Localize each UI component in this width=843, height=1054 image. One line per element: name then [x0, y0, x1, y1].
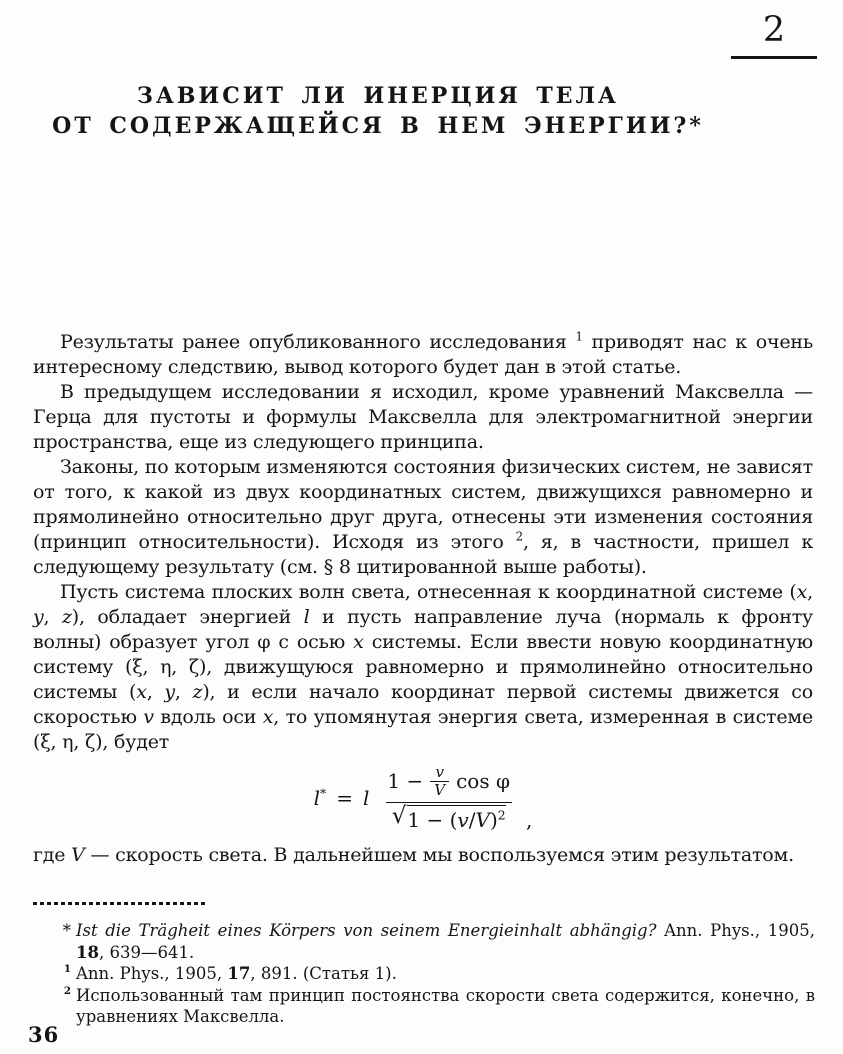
eq-root-expression: $1 - (v/V)^2$: [407, 805, 505, 833]
footnote-2-marker: 2: [63, 984, 71, 997]
footnote-star: [57, 920, 815, 963]
article-title: [33, 81, 723, 141]
page-number: 36: [28, 1022, 60, 1047]
paragraph-3: Законы, по которым изменяются состояния физических систем, не зависят от того, к какой из двух координатных систем, движущихся равномерно и прямолинейно относительно друг друга, отнесены эти изменения состояния (принцип относительности). Исходя из этого $^2$, я, в частности, пришел к следующему результату (см. § 8 цитированной выше работы).: [33, 456, 814, 578]
equation: [33, 764, 813, 833]
eq-coefficient: l: [363, 786, 370, 810]
eq-inner-denominator: [430, 781, 449, 799]
article-body: [33, 330, 813, 868]
eq-lhs-star: *: [320, 785, 327, 801]
eq-lhs-symbol: l: [313, 786, 321, 810]
eq-equals-sign: =: [336, 786, 354, 810]
radical-sign: √: [391, 803, 407, 829]
eq-inner-fraction: [430, 764, 449, 799]
footnote-separator: [33, 902, 205, 905]
paragraph-2: В предыдущем исследовании я исходил, кроме уравнений Максвелла — Герца для пустоты и формулы Максвелла для электромагнитной энергии пространства, еще из следующего принципа.: [33, 381, 813, 453]
article-title-line2: ОТ СОДЕРЖАЩЕЙСЯ В НЕМ ЭНЕРГИИ?*: [52, 113, 704, 139]
eq-fraction: [377, 764, 520, 833]
footnote-star-marker: *: [62, 921, 71, 940]
eq-inner-numerator: [431, 764, 447, 781]
paragraph-1: Результаты ранее опубликованного исследования $^1$ приводят нас к очень интересному следствию, вывод которого будет дан в этой статье.: [33, 329, 813, 378]
eq-numerator-suffix: cos φ: [456, 769, 510, 793]
equation-content: [314, 764, 533, 833]
chapter-number-block: [731, 8, 817, 59]
paragraph-5: где V — скорость света. В дальнейшем мы воспользуемся этим результатом.: [33, 844, 794, 866]
footnote-1: [57, 963, 815, 985]
eq-denominator: [386, 802, 512, 833]
chapter-rule: [731, 56, 817, 59]
footnote-1-marker: 1: [63, 963, 71, 975]
eq-velocity-symbol: v: [435, 763, 444, 781]
eq-lightspeed-symbol: V: [434, 781, 446, 799]
footnote-1-text: Ann. Phys., 1905, 17, 891. (Статья 1).: [76, 964, 397, 983]
eq-numerator-prefix: 1 −: [387, 769, 424, 793]
eq-numerator: [377, 764, 520, 802]
footnote-2-text: Использованный там принцип постоянства скорости света содержится, конечно, в уравнениях Максвелла.: [76, 985, 815, 1026]
eq-lhs: [314, 786, 327, 811]
eq-comma: ,: [525, 808, 533, 832]
paragraph-4: Пусть система плоских волн света, отнесенная к координатной системе (x, y, z), обладает энергией l и пусть направление луча (нормаль к фронту волны) образует угол φ с осью x системы. Если ввести новую координатную систему (ξ, η, ζ), движущуюся равномерно и прямолинейно относительно системы (x, y, z), и если начало координат первой системы движется со скоростью v вдоль оси x, то упомянутая энергия света, измеренная в системе (ξ, η, ζ), будет: [33, 581, 814, 753]
footnote-2: [57, 985, 815, 1028]
footnote-star-text: Ist die Trägheit eines Körpers von seinem Energieinhalt abhängig? Ann. Phys., 1905, 18, 639—641.: [76, 921, 815, 962]
article-title-line1: ЗАВИСИТ ЛИ ИНЕРЦИЯ ТЕЛА: [137, 83, 619, 109]
footnotes: [57, 920, 815, 1028]
chapter-number: 2: [762, 10, 786, 50]
